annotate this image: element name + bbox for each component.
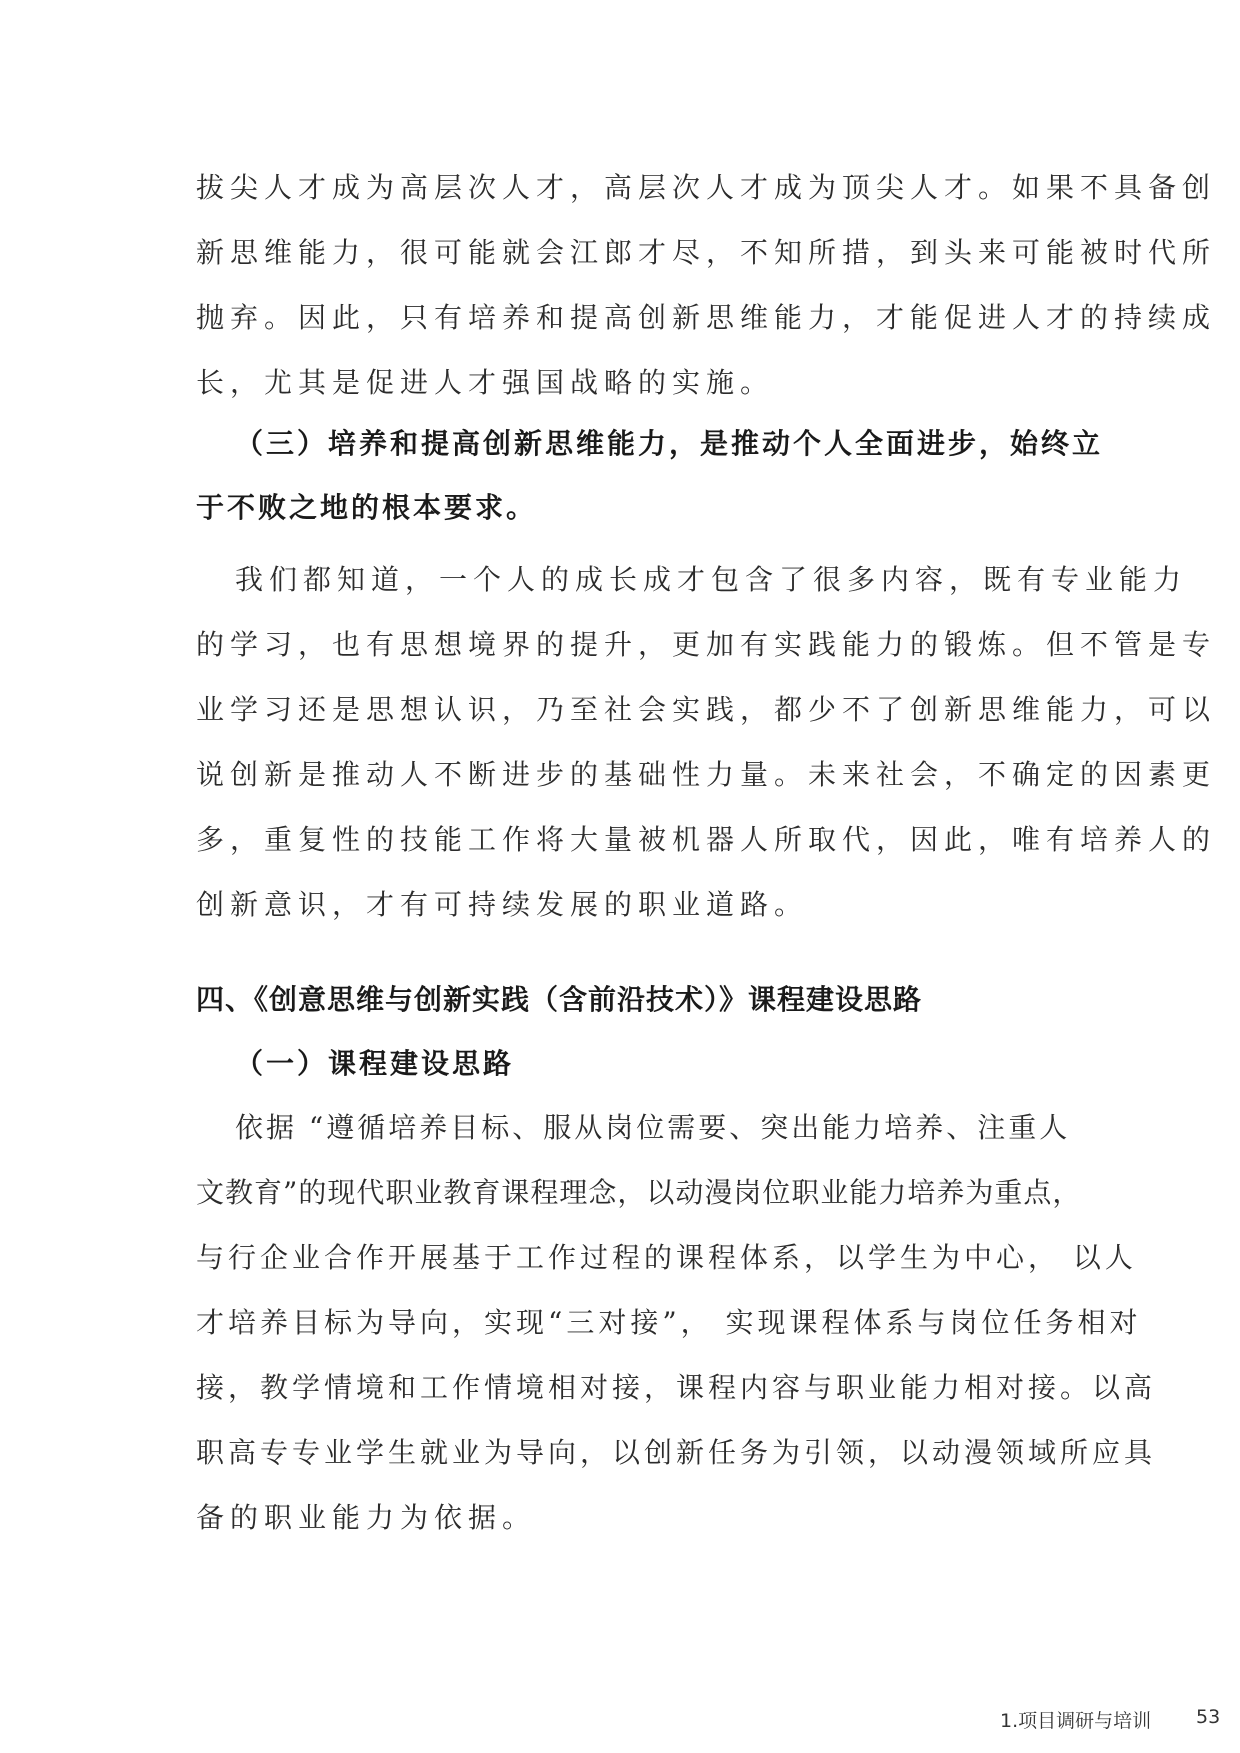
paragraph-2-line-3: 业学习还是思想认识，乃至社会实践，都少不了创新思维能力，可以 bbox=[196, 693, 1217, 726]
paragraph-2-line-5: 多，重复性的技能工作将大量被机器人所取代，因此，唯有培养人的 bbox=[196, 823, 1217, 856]
paragraph-3-line-7: 备的职业能力为依据。 bbox=[196, 1501, 537, 1534]
paragraph-1-line-2: 新思维能力，很可能就会江郎才尽，不知所措，到头来可能被时代所 bbox=[196, 236, 1217, 269]
paragraph-3-line-4: 才培养目标为导向，实现“三对接”， 实现课程体系与岗位任务相对 bbox=[196, 1306, 1142, 1339]
paragraph-1-line-4: 长，尤其是促进人才强国战略的实施。 bbox=[196, 366, 775, 399]
subheading-3-line-1: （三）培养和提高创新思维能力，是推动个人全面进步，始终立 bbox=[235, 427, 1104, 460]
paragraph-3-line-1: 依据 “遵循培养目标、服从岗位需要、突出能力培养、注重人 bbox=[235, 1111, 1071, 1144]
page-number: 53 bbox=[1196, 1706, 1221, 1728]
paragraph-2-line-1: 我们都知道，一个人的成长成才包含了很多内容，既有专业能力 bbox=[235, 563, 1188, 596]
paragraph-1-line-1: 拔尖人才成为高层次人才，高层次人才成为顶尖人才。如果不具备创 bbox=[196, 171, 1217, 204]
paragraph-2-line-6: 创新意识，才有可持续发展的职业道路。 bbox=[196, 888, 809, 921]
paragraph-1-line-3: 抛弃。因此，只有培养和提高创新思维能力，才能促进人才的持续成 bbox=[196, 301, 1217, 334]
footer-section-label: 1.项目调研与培训 bbox=[1000, 1710, 1152, 1732]
paragraph-3-line-2: 文教育”的现代职业教育课程理念，以动漫岗位职业能力培养为重点， bbox=[196, 1176, 1082, 1209]
paragraph-3-line-3: 与行企业合作开展基于工作过程的课程体系，以学生为中心， 以人 bbox=[196, 1241, 1137, 1274]
subheading-1-title: （一）课程建设思路 bbox=[235, 1047, 515, 1080]
paragraph-2-line-4: 说创新是推动人不断进步的基础性力量。未来社会，不确定的因素更 bbox=[196, 758, 1217, 791]
paragraph-3-line-6: 职高专专业学生就业为导向，以创新任务为引领，以动漫领域所应具 bbox=[196, 1436, 1157, 1469]
subheading-3-line-2: 于不败之地的根本要求。 bbox=[196, 491, 538, 524]
paragraph-2-line-2: 的学习，也有思想境界的提升，更加有实践能力的锻炼。但不管是专 bbox=[196, 628, 1217, 661]
paragraph-3-line-5: 接，教学情境和工作情境相对接，课程内容与职业能力相对接。以高 bbox=[196, 1371, 1157, 1404]
section-4-title: 四、《创意思维与创新实践（含前沿技术）》课程建设思路 bbox=[196, 983, 923, 1016]
